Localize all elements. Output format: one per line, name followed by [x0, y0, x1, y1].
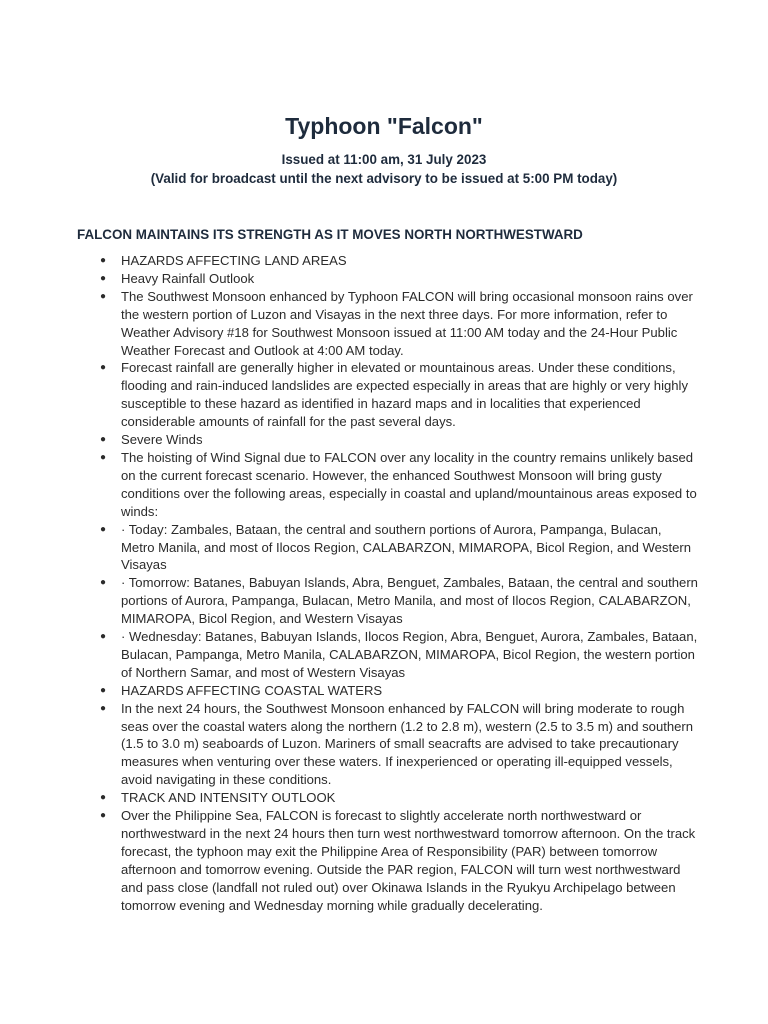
list-item	[0, 574, 768, 628]
validity-note: (Valid for broadcast until the next advisory to be issued at 5:00 PM today)	[150, 171, 618, 186]
bulletin-list	[0, 252, 768, 915]
list-item	[0, 270, 768, 288]
list-item-text: TRACK AND INTENSITY OUTLOOK	[121, 790, 336, 806]
list-item-text: Over the Philippine Sea, FALCON is forecast to slightly accelerate north northwestward or northwestward in the next 24 hours then turn west northwestward tomorrow afternoon. On the track forecast, the typhoon may exit the Philippine Area of Responsibility (PAR) between tomorrow afternoon and tomorrow evening. Outside the PAR region, FALCON will turn west northwestward and pass close (landfall not ruled out) over Okinawa Islands in the Ryukyu Archipelago between tomorrow evening and Wednesday morning while gradually decelerating.	[121, 808, 696, 913]
bullet-icon: ●	[100, 577, 107, 589]
list-item	[0, 807, 768, 914]
bullet-icon: ●	[100, 523, 107, 535]
list-item-text: · Wednesday: Batanes, Babuyan Islands, Ilocos Region, Abra, Benguet, Aurora, Zambales, Bataan, Bulacan, Pampanga, Metro Manila, CALABARZON, MIMAROPA, Bicol Region, the western portion of Northern Samar, and most of Western Visayas	[121, 629, 698, 680]
bullet-icon: ●	[100, 684, 107, 696]
page-title: Typhoon "Falcon"	[285, 113, 483, 139]
list-item	[0, 521, 768, 575]
list-item-text: · Today: Zambales, Bataan, the central and southern portions of Aurora, Pampanga, Bulacan, Metro Manila, and most of Ilocos Region, CALABARZON, MIMAROPA, Bicol Region, and Western Visayas	[121, 521, 692, 573]
list-item-text: Forecast rainfall are generally higher in elevated or mountainous areas. Under these conditions, flooding and rain-induced landslides are expected especially in areas that are highly or very highly susceptible to these hazard as identified in hazard maps and in localities that experienced considerable amounts of rainfall for the past several days.	[121, 360, 689, 430]
list-item	[0, 628, 768, 682]
list-item-text: Heavy Rainfall Outlook	[121, 270, 255, 286]
list-item-text: HAZARDS AFFECTING COASTAL WATERS	[121, 682, 383, 698]
bullet-icon: ●	[100, 792, 107, 804]
list-item	[0, 252, 768, 270]
list-item-text: The hoisting of Wind Signal due to FALCON over any locality in the country remains unlikely based on the current forecast scenario. However, the enhanced Southwest Monsoon will bring gusty conditions over the following areas, especially in coastal and upland/mountainous areas exposed to winds:	[121, 449, 697, 519]
list-item	[0, 789, 768, 807]
list-item-text: Severe Winds	[121, 432, 203, 448]
list-item	[0, 682, 768, 700]
list-item	[0, 359, 768, 431]
list-item	[0, 288, 768, 360]
issued-timestamp: Issued at 11:00 am, 31 July 2023	[281, 152, 487, 167]
list-item	[0, 431, 768, 449]
list-item-text: · Tomorrow: Batanes, Babuyan Islands, Abra, Benguet, Zambales, Bataan, the central and southern portions of Aurora, Pampanga, Bulacan, Metro Manila, and most of Ilocos Region, CALABARZON, MIMAROPA, Bicol Region, and Western Visayas	[121, 575, 698, 627]
list-item-text: HAZARDS AFFECTING LAND AREAS	[121, 253, 347, 268]
list-item-text: In the next 24 hours, the Southwest Monsoon enhanced by FALCON will bring moderate to rough seas over the coastal waters along the northern (1.2 to 2.8 m), western (2.5 to 3.5 m) and southern (1.5 to 3.0 m) seaboards of Luzon. Mariners of small seacrafts are advised to take precautionary measures when venturing over these waters. If inexperienced or operating ill-equipped vessels, avoid navigating in these conditions.	[121, 700, 694, 788]
bullet-icon: ●	[100, 631, 107, 643]
bullet-icon: ●	[100, 702, 107, 714]
bullet-icon: ●	[100, 810, 107, 822]
list-item	[0, 449, 768, 521]
bullet-icon: ●	[100, 290, 107, 302]
list-item	[0, 700, 768, 790]
bullet-icon: ●	[100, 255, 107, 266]
bullet-icon: ●	[100, 362, 107, 374]
bullet-icon: ●	[100, 451, 107, 463]
bulletin-headline: FALCON MAINTAINS ITS STRENGTH AS IT MOVES NORTH NORTHWESTWARD	[77, 227, 583, 242]
bullet-icon: ●	[100, 434, 107, 446]
bullet-icon: ●	[100, 272, 107, 284]
list-item-text: The Southwest Monsoon enhanced by Typhoon FALCON will bring occasional monsoon rains over the western portion of Luzon and Visayas in the next three days. For more information, refer to Weather Advisory #18 for Southwest Monsoon issued at 11:00 AM today and the 24-Hour Public Weather Forecast and Outlook at 4:00 AM today.	[121, 288, 693, 358]
